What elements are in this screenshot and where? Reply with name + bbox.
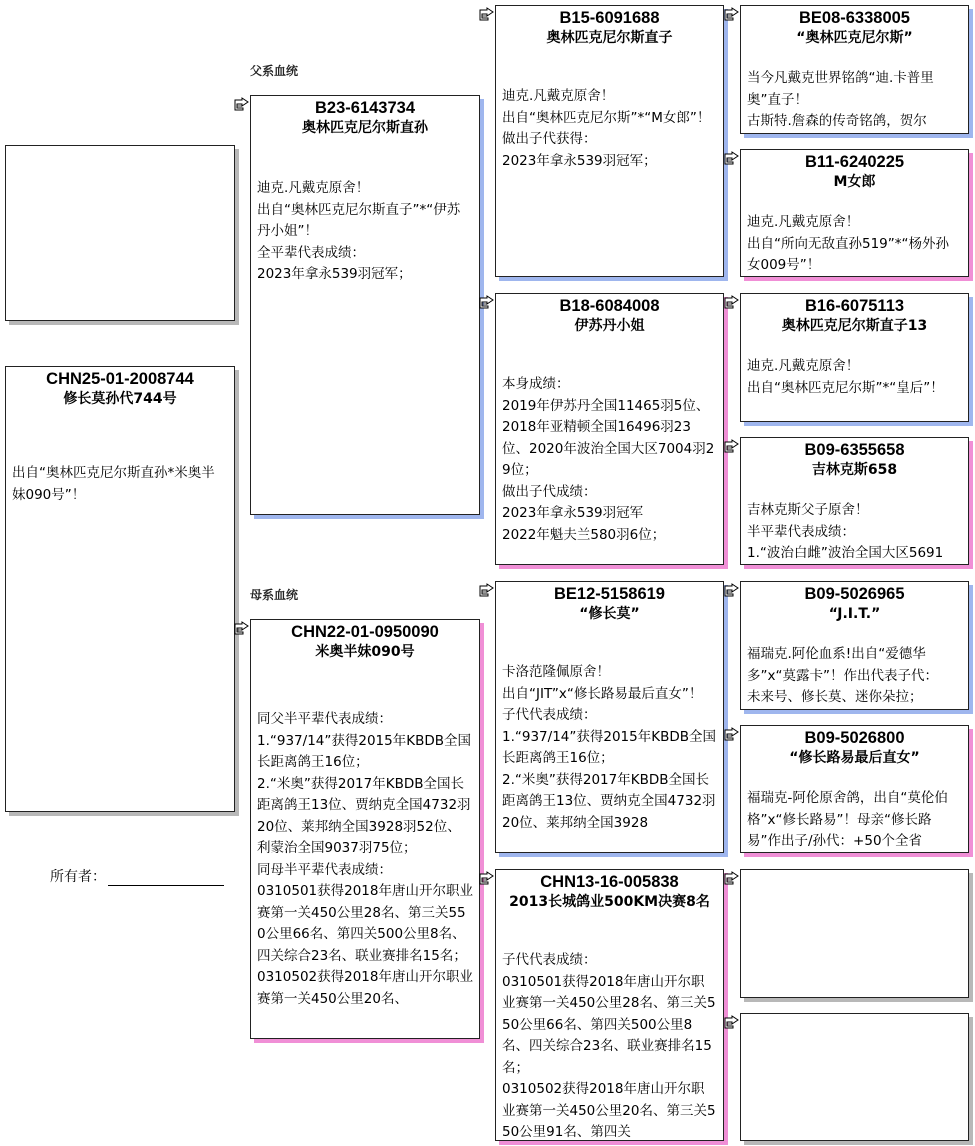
owner-underline <box>108 871 224 886</box>
sire-dam-card[interactable] <box>495 293 724 565</box>
edit-hand-icon[interactable] <box>723 293 741 309</box>
sds-ring-number: B16-6075113 <box>804 297 905 315</box>
photo-placeholder <box>5 145 235 321</box>
owner-label: 所有者： <box>50 869 106 885</box>
sire-sire-card[interactable] <box>495 5 724 277</box>
edit-hand-icon[interactable] <box>723 5 741 21</box>
sss-ring-number: BE08-6338005 <box>798 9 910 27</box>
edit-hand-icon[interactable] <box>723 1013 741 1029</box>
sire-dam-description: 本身成绩： 2019年伊苏丹全国11465羽5位、2018年亚精顿全国16496羽23位、2020年波治全国大区7004羽29位； 做出子代成绩： 2023年拿永539羽冠军 2022年魁夫兰580羽6位； <box>502 376 715 543</box>
sire-dam-ring-number: B18-6084008 <box>559 297 660 315</box>
owner-field <box>50 866 224 886</box>
dss-ring-number: B09-5026965 <box>804 585 905 603</box>
dam-sire-name: “修长莫” <box>579 606 640 622</box>
dss-card[interactable] <box>740 581 969 710</box>
sss-name: “奥林匹克尼尔斯” <box>796 30 913 46</box>
dam-dam-card[interactable] <box>495 869 724 1141</box>
edit-hand-icon[interactable] <box>723 725 741 741</box>
edit-hand-icon[interactable] <box>478 293 496 309</box>
dam-name: 米奥半妹090号 <box>315 644 415 660</box>
dam-sire-description: 卡洛范隆佩原舍！ 出自“JIT”x“修长路易最后直女”！ 子代代表成绩： 1.“937/14”获得2015年KBDB全国长距离鸽王16位； 2.“米奥”获得2017年KBDB全国长距离鸽王13位、贾纳克全国4732羽20位、莱邦纳全国3928 <box>502 664 716 831</box>
dam-card[interactable] <box>250 619 480 1039</box>
dam-dam-ring-number: CHN13-16-005838 <box>540 873 679 891</box>
dam-dam-name: 2013长城鸽业500KM决赛8名 <box>509 894 710 910</box>
sire-sire-ring-number: B15-6091688 <box>559 9 660 27</box>
sire-description: 迪克.凡戴克原舍！ 出自“奥林匹克尼尔斯直子”*“伊苏丹小姐”！ 全平辈代表成绩： 2023年拿永539羽冠军； <box>257 180 461 282</box>
edit-hand-icon[interactable] <box>723 581 741 597</box>
ssd-card[interactable] <box>740 149 969 277</box>
dam-ring-number: CHN22-01-0950090 <box>291 623 439 641</box>
dam-sire-ring-number: BE12-5158619 <box>553 585 665 603</box>
ssd-name: M女郎 <box>833 174 876 190</box>
dss-name: “J.I.T.” <box>828 606 881 622</box>
edit-hand-icon[interactable] <box>723 869 741 885</box>
sire-sire-name: 奥林匹克尼尔斯直子 <box>546 30 673 46</box>
dam-dam-description: 子代代表成绩： 0310501获得2018年唐山开尔职业赛第一关450公里28名、第三关550公里66名、第四关500公里8名、四关综合23名、联业赛排名15名； 0310502获得2018年唐山开尔职业赛第一关450公里20名、第三关550公里91名、第四关 <box>502 952 716 1140</box>
dsd-ring-number: B09-5026800 <box>804 729 905 747</box>
sire-sire-description: 迪克.凡戴克原舍！ 出自“奥林匹克尼尔斯”*“M女郎”！ 做出子代获得： 2023年拿永539羽冠军； <box>502 88 711 169</box>
sss-description: 当今凡戴克世界铭鸽“迪.卡普里奥”直子！ 古斯特.詹森的传奇铭鸽，贺尔 <box>747 70 934 129</box>
dam-line-label: 母系血统 <box>250 588 299 602</box>
subject-name: 修长莫孙代744号 <box>63 391 177 407</box>
edit-hand-icon[interactable] <box>478 5 496 21</box>
dds-card-empty[interactable] <box>740 869 969 998</box>
dam-sire-card[interactable] <box>495 581 724 853</box>
dsd-card[interactable] <box>740 725 969 853</box>
dss-description: 福瑞克.阿伦血系!出自“爱德华多”x“莫露卡”！作出代表子代： 未来号、修长莫、迷你朵拉； <box>747 646 938 705</box>
edit-hand-icon[interactable] <box>233 619 251 635</box>
sds-description: 迪克.凡戴克原舍！ 出自“奥林匹克尼尔斯”*“皇后”！ <box>747 358 944 396</box>
subject-description: 出自“奥林匹克尼尔斯直孙*米奥半妹090号”！ <box>12 465 215 503</box>
edit-hand-icon[interactable] <box>233 95 251 111</box>
sire-card[interactable] <box>250 95 480 515</box>
edit-hand-icon[interactable] <box>723 149 741 165</box>
subject-card[interactable] <box>5 366 235 812</box>
sds-card[interactable] <box>740 293 969 422</box>
sire-dam-name: 伊苏丹小姐 <box>574 318 645 334</box>
sire-name: 奥林匹克尼尔斯直孙 <box>302 120 428 136</box>
sire-line-label: 父系血统 <box>250 64 299 78</box>
subject-ring-number: CHN25-01-2008744 <box>46 370 194 388</box>
sds-name: 奥林匹克尼尔斯直子13 <box>781 318 928 334</box>
sdd-ring-number: B09-6355658 <box>804 441 905 459</box>
ssd-ring-number: B11-6240225 <box>804 153 905 171</box>
sdd-card[interactable] <box>740 437 969 565</box>
sdd-name: 吉林克斯658 <box>811 462 898 478</box>
ssd-description: 迪克.凡戴克原舍！ 出自“所向无敌直孙519”*“杨外孙女009号”！ <box>747 214 949 273</box>
edit-hand-icon[interactable] <box>478 581 496 597</box>
ddd-card-empty[interactable] <box>740 1013 969 1141</box>
sire-ring-number: B23-6143734 <box>315 99 415 117</box>
dam-description: 同父半平辈代表成绩： 1.“937/14”获得2015年KBDB全国长距离鸽王16位； 2.“米奥”获得2017年KBDB全国长距离鸽王13位、贾纳克全国4732羽20位、莱邦纳全国3928羽52位、利蒙治全国9037羽75位； 同母半平辈代表成绩： 0310501获得2018年唐山开尔职业赛第一关450公里28名、第三关550公里66名、第四关500公里8名、四关综合23名、联业赛排名15名； 0310502获得2018年唐山开尔职业赛第一关450公里20名、 <box>257 711 473 1007</box>
dsd-description: 福瑞克-阿伦原舍鸽，出自“莫伦伯格”x“修长路易”！母亲“修长路易”作出子/孙代：+50个全省 <box>747 790 948 849</box>
edit-hand-icon[interactable] <box>723 437 741 453</box>
dsd-name: “修长路易最后直女” <box>789 750 920 766</box>
sss-card[interactable] <box>740 5 969 134</box>
sdd-description: 吉林克斯父子原舍！ 半平辈代表成绩： 1.“波治白雌”波治全国大区5691 <box>747 502 944 561</box>
edit-hand-icon[interactable] <box>478 869 496 885</box>
